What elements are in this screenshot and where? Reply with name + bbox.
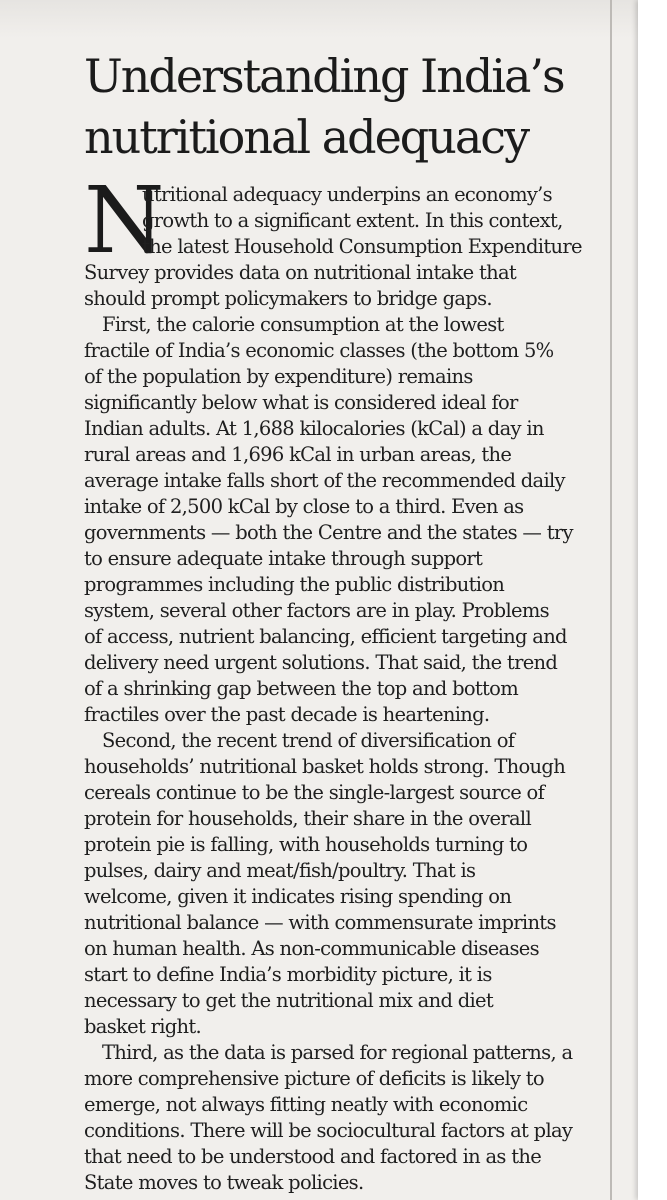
body-line: Survey provides data on nutritional intake that xyxy=(84,261,517,284)
body-line: utritional adequacy underpins an economy’s xyxy=(142,183,552,206)
paragraph-start-line: Second, the recent trend of diversification of xyxy=(102,729,515,752)
body-line: delivery need urgent solutions. That said, the trend xyxy=(84,651,558,674)
body-line: of access, nutrient balancing, efficient targeting and xyxy=(84,625,567,648)
article-body xyxy=(84,182,614,1196)
headline-line-2: nutritional adequacy xyxy=(84,110,529,164)
body-line: basket right. xyxy=(84,1015,202,1038)
body-line: to ensure adequate intake through support xyxy=(84,547,483,570)
body-line: households’ nutritional basket holds strong. Though xyxy=(84,755,566,778)
body-line: conditions. There will be sociocultural factors at play xyxy=(84,1119,573,1142)
body-line: welcome, given it indicates rising spending on xyxy=(84,885,512,908)
body-line: average intake falls short of the recommended daily xyxy=(84,469,565,492)
body-line: more comprehensive picture of deficits is likely to xyxy=(84,1067,544,1090)
paragraph-start-line: Third, as the data is parsed for regional patterns, a xyxy=(102,1041,573,1064)
body-line: programmes including the public distribution xyxy=(84,573,505,596)
body-line: necessary to get the nutritional mix and diet xyxy=(84,989,494,1012)
body-line: growth to a significant extent. In this context, xyxy=(142,209,563,232)
body-line: start to define India’s morbidity picture, it is xyxy=(84,963,492,986)
body-line: Indian adults. At 1,688 kilocalories (kCal) a day in xyxy=(84,417,544,440)
body-line: of the population by expenditure) remains xyxy=(84,365,473,388)
body-line: rural areas and 1,696 kCal in urban areas, the xyxy=(84,443,512,466)
body-line: fractile of India’s economic classes (the bottom 5% xyxy=(84,339,554,362)
body-line: significantly below what is considered ideal for xyxy=(84,391,518,414)
body-line: pulses, dairy and meat/fish/poultry. That is xyxy=(84,859,476,882)
article-headline xyxy=(84,46,604,168)
page-edge xyxy=(638,0,667,1200)
page-top-shadow xyxy=(0,0,667,38)
body-line: on human health. As non-communicable diseases xyxy=(84,937,539,960)
body-line: cereals continue to be the single-largest source of xyxy=(84,781,545,804)
body-line: the latest Household Consumption Expenditure xyxy=(142,235,582,258)
body-line: protein pie is falling, with households turning to xyxy=(84,833,528,856)
body-line: emerge, not always fitting neatly with economic xyxy=(84,1093,528,1116)
body-line: governments — both the Centre and the states — try xyxy=(84,521,573,544)
paragraph-start-line: First, the calorie consumption at the lowest xyxy=(102,313,504,336)
body-line: system, several other factors are in play. Problems xyxy=(84,599,549,622)
body-line: fractiles over the past decade is heartening. xyxy=(84,703,490,726)
headline-line-1: Understanding India’s xyxy=(84,49,564,103)
body-line: nutritional balance — with commensurate imprints xyxy=(84,911,556,934)
drop-cap: N xyxy=(84,167,165,274)
body-line: protein for households, their share in the overall xyxy=(84,807,532,830)
body-line: of a shrinking gap between the top and bottom xyxy=(84,677,519,700)
body-line: should prompt policymakers to bridge gaps. xyxy=(84,287,492,310)
body-line: State moves to tweak policies. xyxy=(84,1171,364,1194)
body-line: intake of 2,500 kCal by close to a third. Even as xyxy=(84,495,524,518)
body-line: that need to be understood and factored in as the xyxy=(84,1145,542,1168)
